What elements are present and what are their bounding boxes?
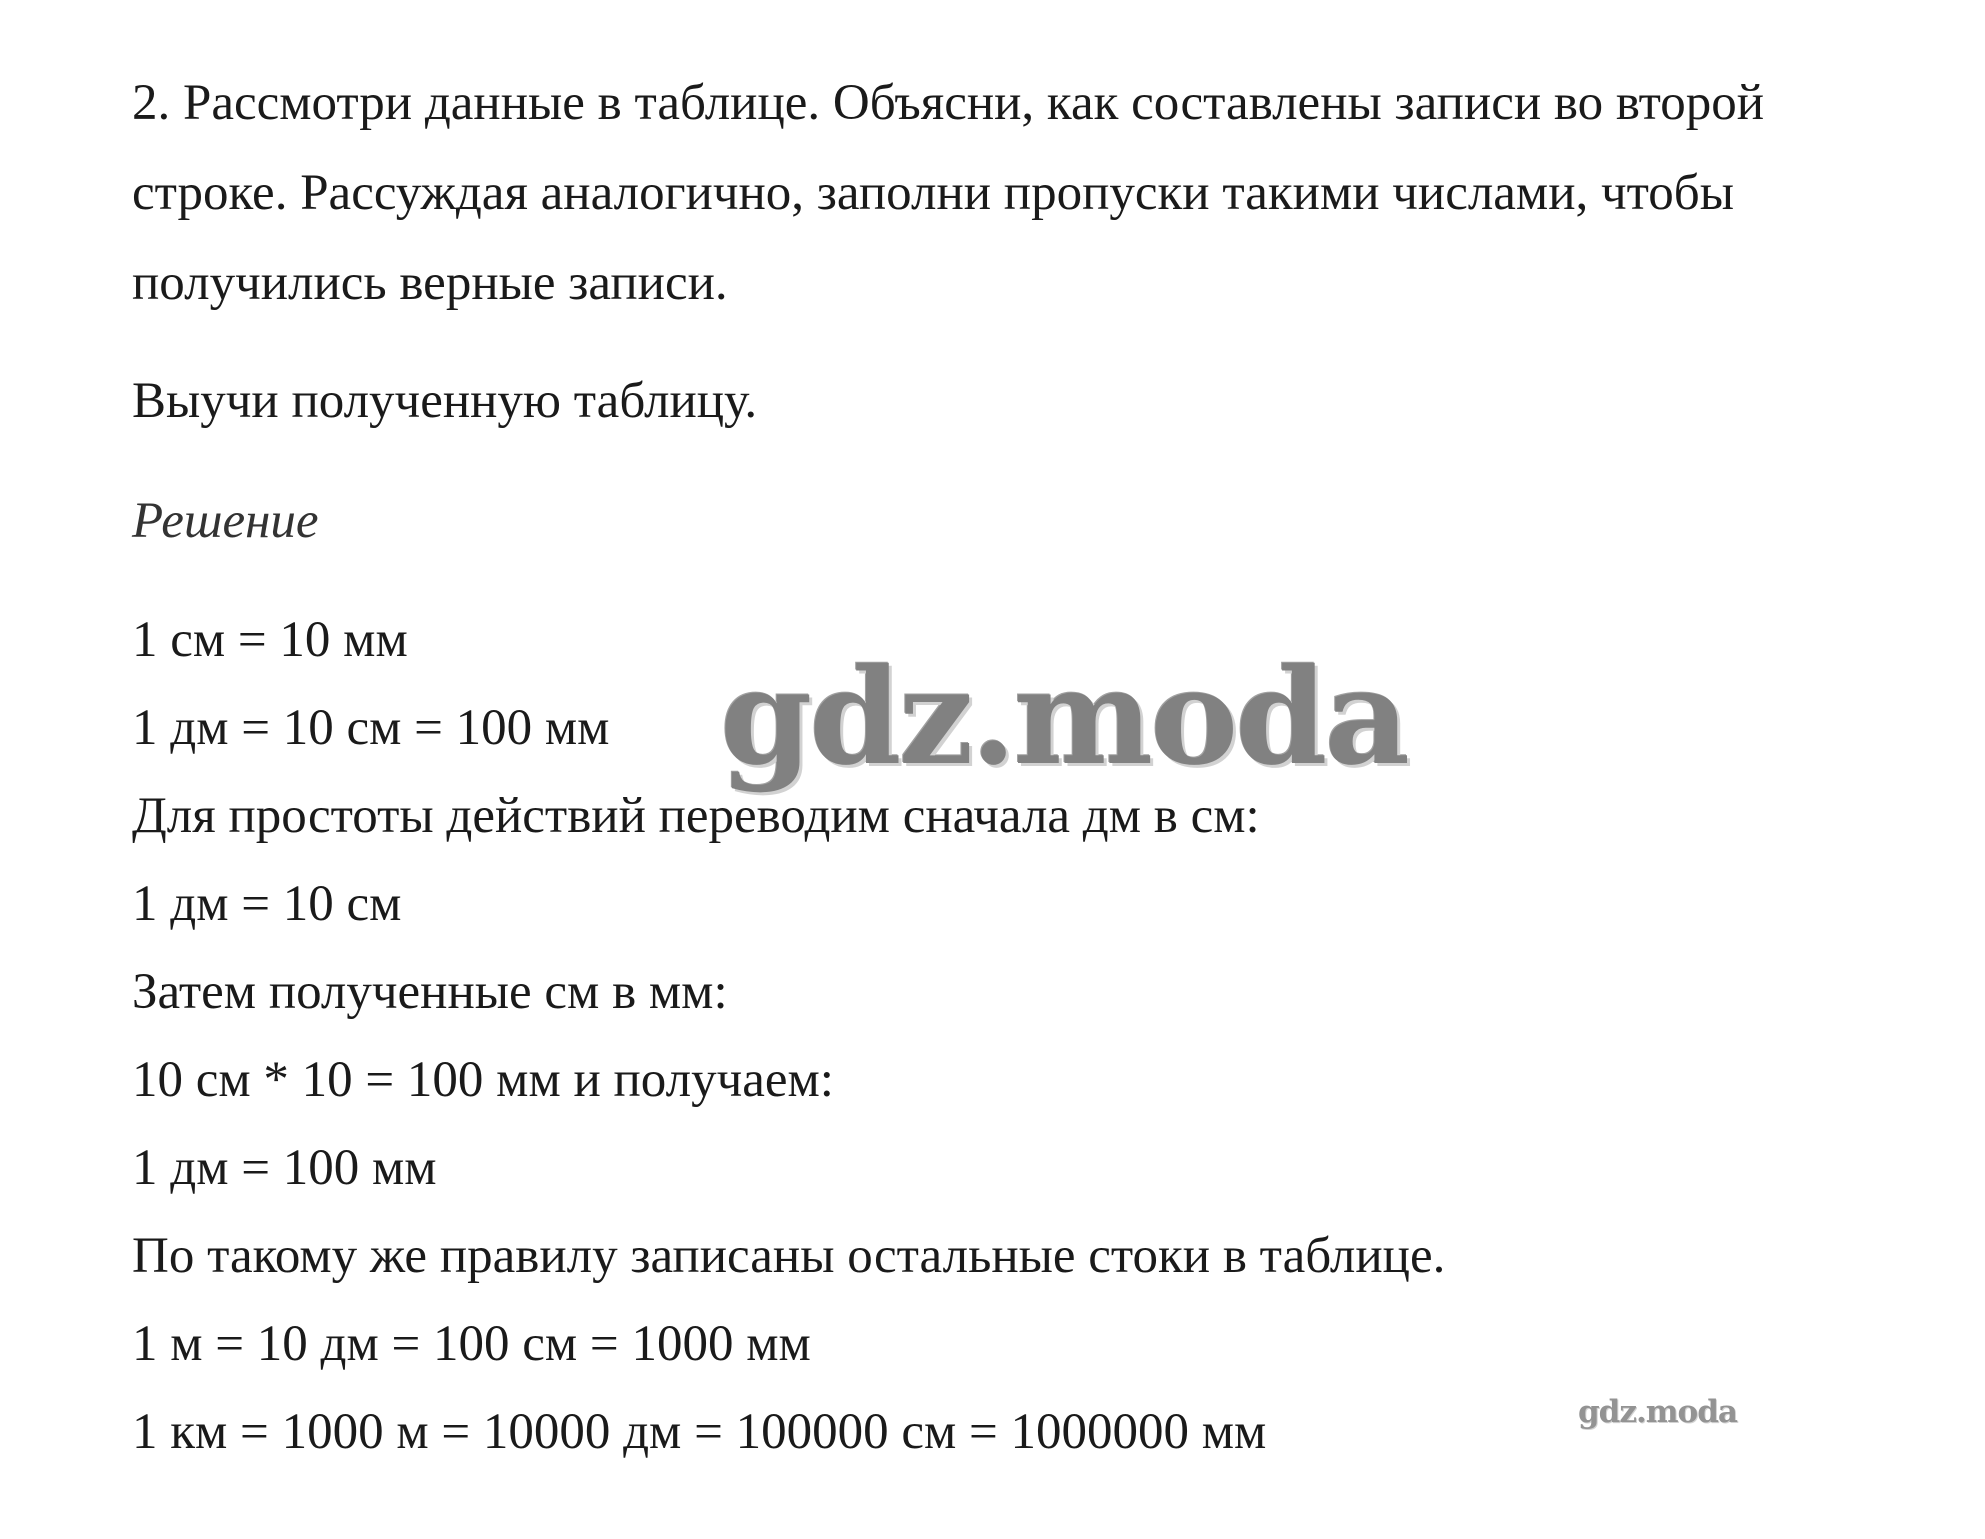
- solution-line: Для простоты действий переводим сначала дм в см:: [132, 788, 1260, 844]
- solution-line: 10 см * 10 = 100 мм и получаем:: [132, 1052, 834, 1108]
- task-block: [132, 58, 1892, 446]
- watermark-main: gdz.moda: [720, 640, 1408, 795]
- solution-line: По такому же правилу записаны остальные стоки в таблице.: [132, 1228, 1446, 1284]
- solution-line: 1 дм = 10 см = 100 мм: [132, 700, 610, 756]
- solution-line: 1 дм = 10 см: [132, 876, 402, 932]
- task-instruction: Выучи полученную таблицу.: [132, 373, 758, 429]
- document-page: [132, 58, 1892, 1476]
- watermark-corner: gdz.moda: [1578, 1394, 1737, 1430]
- solution-line: 1 дм = 100 мм: [132, 1140, 437, 1196]
- solution-lines: [132, 596, 1892, 1476]
- solution-line: 1 км = 1000 м = 10000 дм = 100000 см = 1000000 мм: [132, 1404, 1267, 1460]
- solution-heading: Решение: [132, 493, 319, 549]
- task-statement: 2. Рассмотри данные в таблице. Объясни, как составлены записи во второй строке. Рассуждая аналогично, заполни пропуски такими числами, чтобы получились верные записи.: [132, 75, 1765, 311]
- solution-line: Затем полученные см в мм:: [132, 964, 728, 1020]
- solution-line: 1 см = 10 мм: [132, 612, 408, 668]
- solution-line: 1 м = 10 дм = 100 см = 1000 мм: [132, 1316, 811, 1372]
